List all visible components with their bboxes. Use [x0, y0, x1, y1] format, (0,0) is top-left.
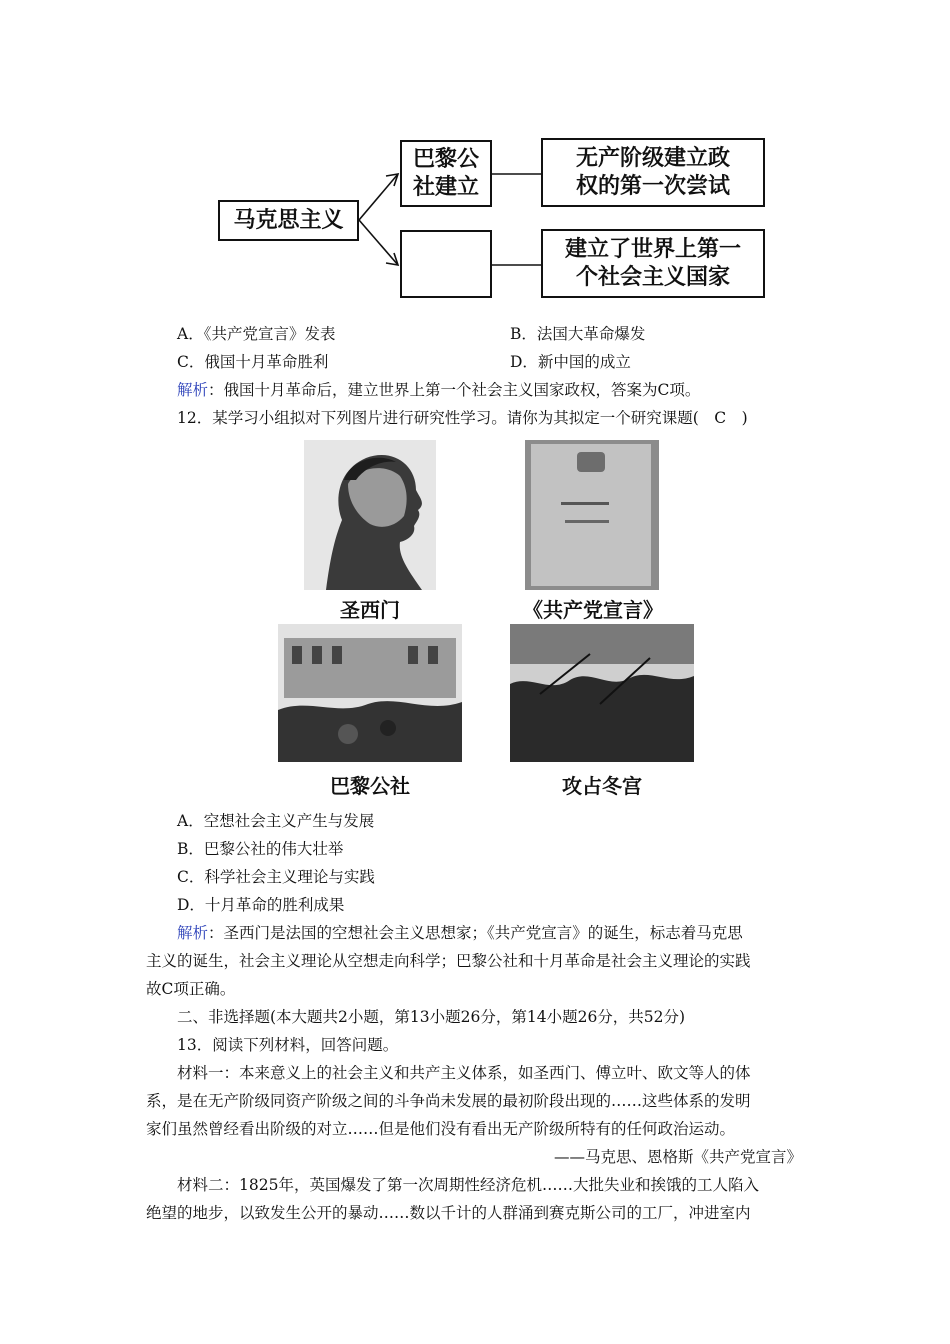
q11-option-a: A．《共产党宣言》发表	[177, 325, 336, 343]
arrow-up-line	[359, 174, 398, 220]
q11-option-d: D．新中国的成立	[510, 353, 631, 371]
q12-analysis-label: 解析	[177, 924, 209, 942]
caption-saint-simon: 圣西门	[340, 598, 400, 622]
q11-option-b: B．法国大革命爆发	[510, 325, 646, 343]
q13-material2-line2: 绝望的地步，以致发生公开的暴动……数以千计的人群涌到赛克斯公司的工厂，冲进室内	[146, 1204, 751, 1222]
q12-analysis-line1	[177, 923, 743, 943]
diagram-top-event-line2: 社建立	[412, 174, 479, 200]
q13-material1-source: ——马克思、恩格斯《共产党宣言》	[553, 1148, 802, 1166]
diagram-connectors	[0, 0, 950, 320]
q11-analysis-label: 解析	[177, 381, 209, 399]
saint-simon-portrait	[304, 440, 436, 590]
q12-option-c: C．科学社会主义理论与实践	[177, 868, 375, 886]
diagram-top-result-line1: 无产阶级建立政	[575, 145, 730, 171]
q11-analysis-text: ：俄国十月革命后，建立世界上第一个社会主义国家政权，答案为C项。	[208, 381, 701, 399]
q12-stem: 12．某学习小组拟对下列图片进行研究性学习。请你为其拟定一个研究课题( C )	[177, 409, 748, 427]
q12-option-d: D．十月革命的胜利成果	[177, 896, 345, 914]
arrow-down-line	[359, 220, 398, 265]
q13-material2-line1: 材料二：1825年，英国爆发了第一次周期性经济危机……大批失业和挨饿的工人陷入	[177, 1176, 759, 1194]
q12-analysis-text1: ：圣西门是法国的空想社会主义思想家；《共产党宣言》的诞生，标志着马克思	[208, 924, 743, 942]
manifesto-cover-image	[525, 440, 659, 590]
q12-option-a: A．空想社会主义产生与发展	[177, 812, 375, 830]
q12-image-panel	[272, 436, 728, 800]
q13-stem: 13．阅读下列材料，回答问题。	[177, 1036, 399, 1054]
diagram-root-label: 马克思主义	[233, 207, 344, 233]
q13-material1-line3: 家们虽然曾经看出阶级的对立……但是他们没有看出无产阶级所特有的任何政治运动。	[146, 1120, 736, 1138]
q12-analysis-line3: 故C项正确。	[146, 980, 236, 998]
caption-winter-palace: 攻占冬宫	[562, 774, 642, 798]
q13-material1-line1: 材料一：本来意义上的社会主义和共产主义体系，如圣西门、傅立叶、欧文等人的体	[177, 1064, 751, 1082]
winter-palace-image	[510, 624, 694, 762]
section2-heading: 二、非选择题(本大题共2小题，第13小题26分，第14小题26分，共52分)	[177, 1008, 686, 1026]
q12-analysis-line2: 主义的诞生，社会主义理论从空想走向科学；巴黎公社和十月革命是社会主义理论的实践	[146, 952, 751, 970]
q13-material1-line2: 系，是在无产阶级同资产阶级之间的斗争尚未发展的最初阶段出现的……这些体系的发明	[146, 1092, 751, 1110]
q12-option-b: B．巴黎公社的伟大壮举	[177, 840, 344, 858]
diagram-bottom-result-line2: 个社会主义国家	[575, 264, 730, 290]
diagram-top-event-line1: 巴黎公	[412, 146, 479, 172]
diagram-bottom-result-line1: 建立了世界上第一	[564, 236, 741, 262]
diagram-top-result-line2: 权的第一次尝试	[575, 173, 730, 199]
paris-commune-image	[278, 624, 462, 762]
caption-paris-commune: 巴黎公社	[330, 774, 410, 798]
caption-manifesto: 《共产党宣言》	[523, 598, 663, 622]
q11-option-c: C．俄国十月革命胜利	[177, 353, 329, 371]
q11-analysis	[177, 380, 700, 400]
